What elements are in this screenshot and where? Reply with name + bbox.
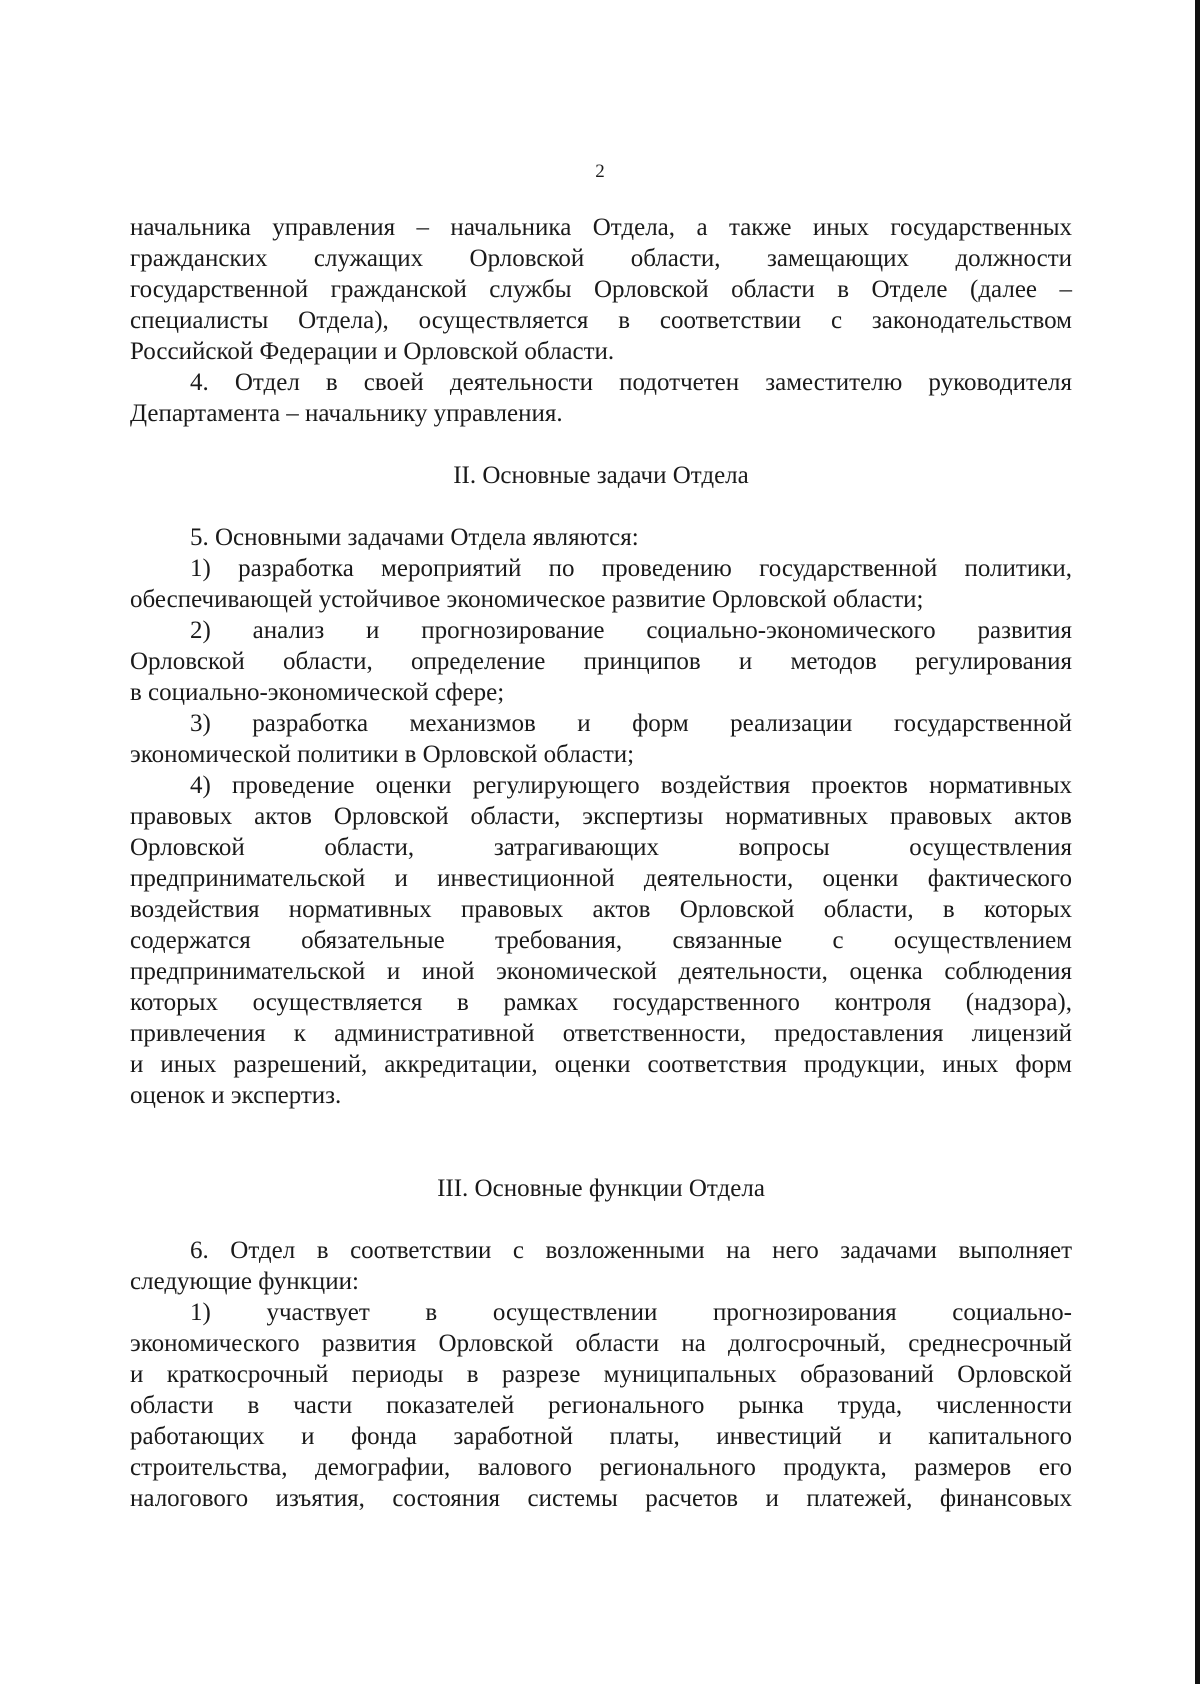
text-line: 1) участвует в осуществлении прогнозирования социально-	[190, 1299, 1072, 1326]
text-line: специалисты Отдела), осуществляется в соответствии с законодательством	[130, 307, 1072, 334]
text-line: и краткосрочный периоды в разрезе муниципальных образований Орловской	[130, 1361, 1072, 1388]
text-line: налогового изъятия, состояния системы расчетов и платежей, финансовых	[130, 1485, 1072, 1512]
paragraph-continuation	[130, 212, 1072, 367]
text-line: Департамента – начальнику управления.	[130, 400, 563, 427]
text-line: обеспечивающей устойчивое экономическое развитие Орловской области;	[130, 586, 924, 613]
text-line: 6. Отдел в соответствии с возложенными на него задачами выполняет	[190, 1237, 1072, 1264]
text-line: 3) разработка механизмов и форм реализации государственной	[190, 710, 1072, 737]
list-item-task-2	[130, 615, 1072, 708]
list-item-task-3	[130, 708, 1072, 770]
text-line: Орловской области, определение принципов и методов регулирования	[130, 648, 1072, 675]
document-body	[130, 212, 1072, 1514]
text-line: экономической политики в Орловской области;	[130, 741, 635, 768]
text-line: 5. Основными задачами Отдела являются:	[190, 524, 639, 551]
paragraph-item-4	[130, 367, 1072, 429]
text-line: работающих и фонда заработной платы, инвестиций и капитального	[130, 1423, 1072, 1450]
text-line: и иных разрешений, аккредитации, оценки соответствия продукции, иных форм	[130, 1051, 1072, 1078]
text-line: привлечения к административной ответственности, предоставления лицензий	[130, 1020, 1072, 1047]
list-item-task-1	[130, 553, 1072, 615]
scan-edge-border	[1195, 0, 1200, 1684]
text-line: 4) проведение оценки регулирующего воздействия проектов нормативных	[190, 772, 1072, 799]
paragraph-item-5	[130, 522, 1072, 553]
page-number: 2	[595, 161, 605, 182]
list-item-function-1	[130, 1297, 1072, 1514]
text-line: области в части показателей регионального рынка труда, численности	[130, 1392, 1072, 1419]
text-line: начальника управления – начальника Отдела, а также иных государственных	[130, 214, 1072, 241]
text-line: гражданских служащих Орловской области, замещающих должности	[130, 245, 1072, 272]
text-line: государственной гражданской службы Орловской области в Отделе (далее –	[130, 276, 1072, 303]
section-heading-tasks: II. Основные задачи Отдела	[453, 462, 749, 489]
text-line: Российской Федерации и Орловской области.	[130, 338, 615, 365]
text-line: Орловской области, затрагивающих вопросы осуществления	[130, 834, 1072, 861]
text-line: следующие функции:	[130, 1268, 359, 1295]
list-item-task-4	[130, 770, 1072, 1111]
text-line: правовых актов Орловской области, экспертизы нормативных правовых актов	[130, 803, 1072, 830]
text-line: предпринимательской и инвестиционной деятельности, оценки фактического	[130, 865, 1072, 892]
text-line: в социально-экономической сфере;	[130, 679, 505, 706]
text-line: 1) разработка мероприятий по проведению государственной политики,	[190, 555, 1072, 582]
text-line: 2) анализ и прогнозирование социально-экономического развития	[190, 617, 1072, 644]
text-line: строительства, демографии, валового регионального продукта, размеров его	[130, 1454, 1072, 1481]
text-line: 4. Отдел в своей деятельности подотчетен заместителю руководителя	[190, 369, 1072, 396]
text-line: предпринимательской и иной экономической деятельности, оценка соблюдения	[130, 958, 1072, 985]
section-heading-functions: III. Основные функции Отдела	[437, 1175, 765, 1202]
text-line: оценок и экспертиз.	[130, 1082, 342, 1109]
text-line: содержатся обязательные требования, связанные с осуществлением	[130, 927, 1072, 954]
text-line: экономического развития Орловской области на долгосрочный, среднесрочный	[130, 1330, 1072, 1357]
paragraph-item-6	[130, 1235, 1072, 1297]
text-line: воздействия нормативных правовых актов Орловской области, в которых	[130, 896, 1072, 923]
text-line: которых осуществляется в рамках государственного контроля (надзора),	[130, 989, 1072, 1016]
